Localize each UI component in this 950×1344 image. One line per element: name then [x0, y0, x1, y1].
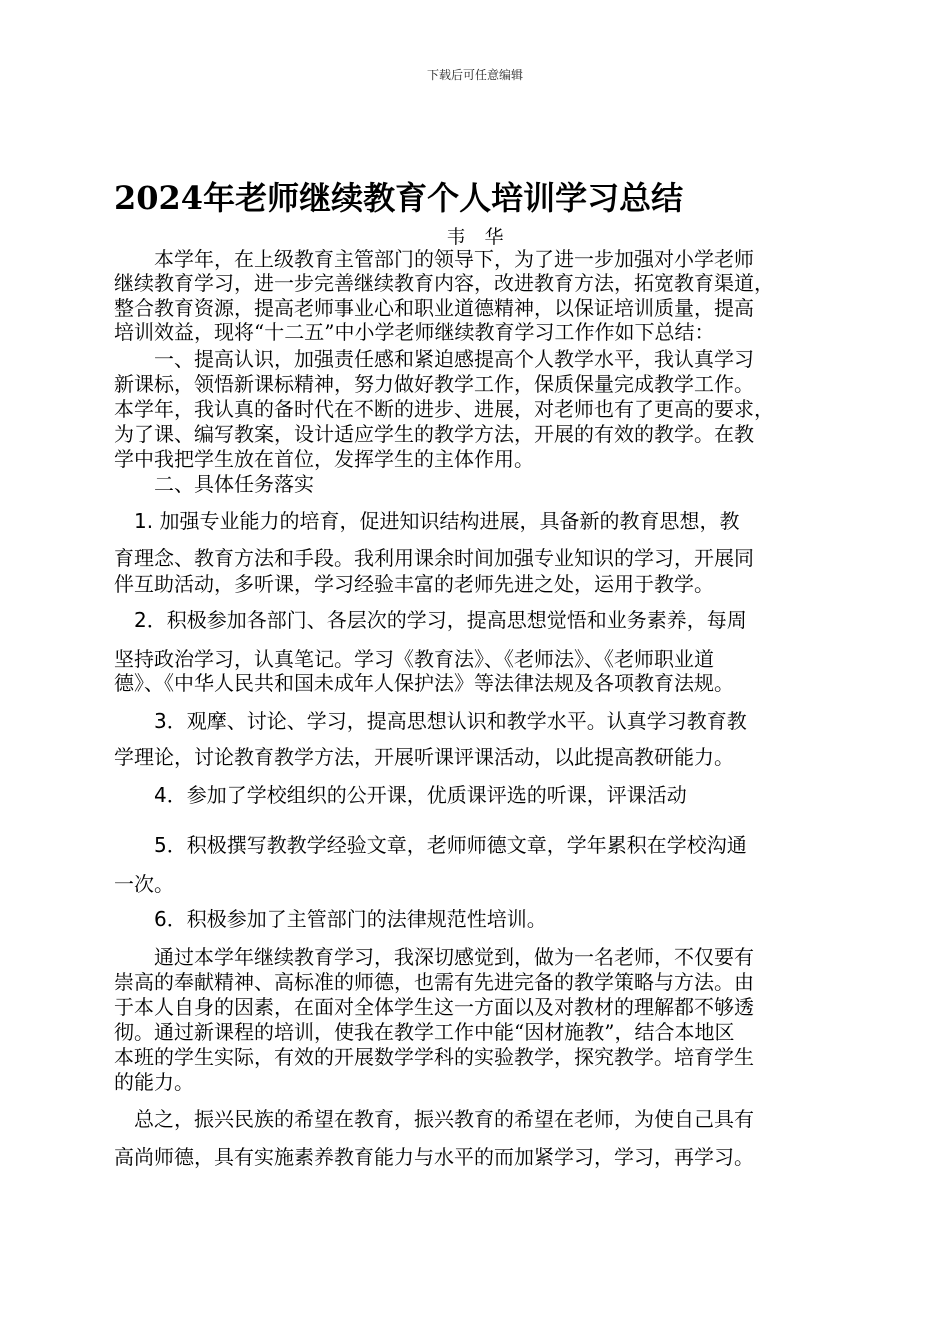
list-item-line: 育理念、教育方法和手段。我利用课余时间加强专业知识的学习，开展同	[114, 546, 754, 570]
paragraph-line: 培训效益，现将“十二五”中小学老师继续教育学习工作作如下总结：	[114, 320, 715, 344]
list-item-line: 4．参加了学校组织的公开课，优质课评选的听课，评课活动	[114, 783, 687, 807]
paragraph-line: 崇高的奉献精神、高标准的师德，也需有先进完备的教学策略与方法。由	[114, 970, 754, 994]
list-item-line: 学理论，讨论教育教学方法，开展听课评课活动，以此提高教研能力。	[114, 745, 734, 769]
list-item-line: 5．积极撰写教教学经验文章，老师师德文章，学年累积在学校沟通	[114, 833, 747, 857]
document-title: 2024年老师继续教育个人培训学习总结	[114, 179, 684, 217]
paragraph-line: 为了课、编写教案，设计适应学生的教学方法，开展的有效的教学。在教	[114, 422, 754, 446]
paragraph-line: 于本人自身的因素，在面对全体学生这一方面以及对教材的理解都不够透	[114, 995, 754, 1019]
list-item-line: 3．观摩、讨论、学习，提高思想认识和教学水平。认真学习教育教	[114, 709, 747, 733]
paragraph-line: 的能力。	[114, 1070, 194, 1094]
paragraph-line: 本学年，在上级教育主管部门的领导下，为了进一步加强对小学老师	[114, 247, 754, 271]
paragraph-line: 彻。通过新课程的培训，使我在教学工作中能“因材施教”，结合本地区	[114, 1020, 735, 1044]
list-item-line: 坚持政治学习，认真笔记。学习《教育法》、《老师法》、《老师职业道	[114, 647, 714, 671]
paragraph-line: 通过本学年继续教育学习，我深切感觉到，做为一名老师，不仅要有	[114, 945, 754, 969]
paragraph-line: 新课标，领悟新课标精神，努力做好教学工作，保质保量完成教学工作。	[114, 372, 754, 396]
paragraph-line: 整合教育资源，提高老师事业心和职业道德精神，以保证培训质量，提高	[114, 296, 754, 320]
conclusion-line: 高尚师德，具有实施素养教育能力与水平的而加紧学习，学习，再学习。	[114, 1145, 754, 1169]
paragraph-line: 学中我把学生放在首位，发挥学生的主体作用。	[114, 447, 534, 471]
paragraph-line: 本班的学生实际，有效的开展数学学科的实验教学，探究教学。培育学生	[114, 1045, 754, 1069]
list-item-line: 伴互助活动，多听课，学习经验丰富的老师先进之处，运用于教学。	[114, 572, 714, 596]
conclusion-line: 总之，振兴民族的希望在教育，振兴教育的希望在老师，为使自己具有	[114, 1107, 754, 1131]
author-name: 韦 华	[446, 226, 504, 248]
list-item-line: 一次。	[114, 872, 174, 896]
list-item-line: 德》、《中华人民共和国未成年人保护法》等法律法规及各项教育法规。	[114, 671, 734, 695]
paragraph-line: 本学年，我认真的备时代在不断的进步、进展，对老师也有了更高的要求，	[114, 397, 774, 421]
list-item-line: 6．积极参加了主管部门的法律规范性培训。	[114, 907, 547, 931]
list-item-line: 1. 加强专业能力的培育，促进知识结构进展，具备新的教育思想，教	[114, 509, 740, 533]
paragraph-line: 继续教育学习，进一步完善继续教育内容，改进教育方法，拓宽教育渠道，	[114, 271, 774, 295]
paragraph-line: 一、提高认识，加强责任感和紧迫感提高个人教学水平，我认真学习	[114, 347, 754, 371]
section-heading: 二、具体任务落实	[114, 472, 314, 496]
page-header-note: 下载后可任意编辑	[426, 68, 523, 82]
list-item-line: 2．积极参加各部门、各层次的学习，提高思想觉悟和业务素养，每周	[114, 608, 747, 632]
